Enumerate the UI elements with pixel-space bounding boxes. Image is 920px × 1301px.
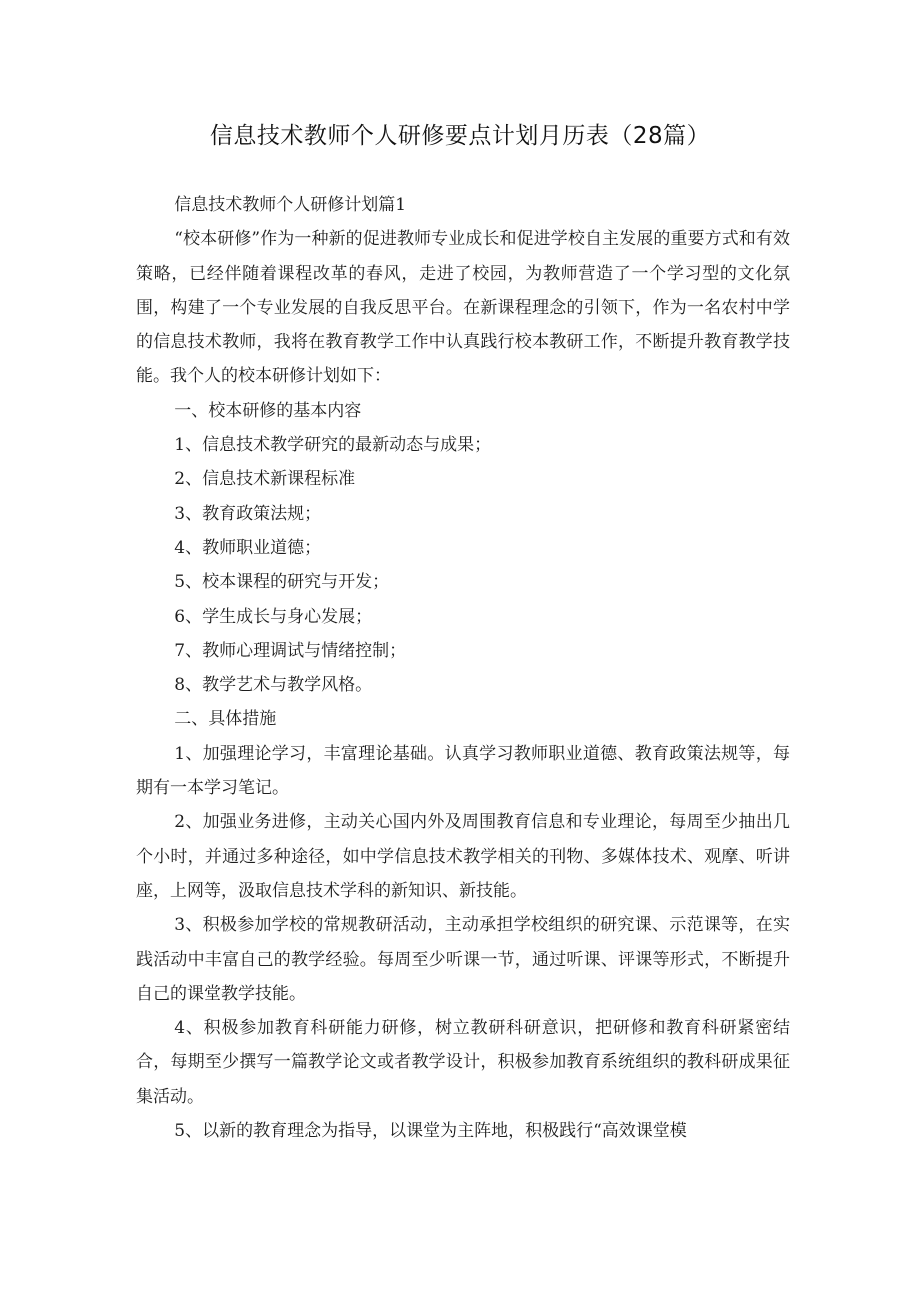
subsection-heading-content: 一、校本研修的基本内容 xyxy=(174,400,362,421)
measure-paragraph: 5、以新的教育理念为指导，以课堂为主阵地，积极践行“高效课堂模 xyxy=(174,1121,687,1142)
intro-paragraph: “校本研修”作为一种新的促进教师专业成长和促进学校自主发展的重要方式和有效策略，已经伴随着课程改革的春风，走进了校园，为教师营造了一个学习型的文化氛围，构建了一个专业发展的自我反思平台。在新课程理念的引领下，作为一名农村中学的信息技术教师，我将在教育教学工作中认真践行校本教研工作，不断提升教育教学技能。我个人的校本研修计划如下： xyxy=(136,229,790,387)
list-item: 6、学生成长与身心发展； xyxy=(174,606,373,627)
document-title: 信息技术教师个人研修要点计划月历表（28篇） xyxy=(209,123,711,149)
measure-paragraph: 1、加强理论学习，丰富理论基础。认真学习教师职业道德、教育政策法规等，每期有一本学习笔记。 xyxy=(136,743,790,799)
list-item: 7、教师心理调试与情绪控制； xyxy=(174,640,407,661)
measure-paragraph: 2、加强业务进修，主动关心国内外及周围教育信息和专业理论，每周至少抽出几个小时，并通过多种途径，如中学信息技术教学相关的刊物、多媒体技术、观摩、听讲座，上网等，汲取信息技术学科的新知识、新技能。 xyxy=(136,812,790,901)
list-item: 8、教学艺术与教学风格。 xyxy=(174,675,373,696)
subsection-heading-measures: 二、具体措施 xyxy=(174,709,277,730)
list-item: 3、教育政策法规； xyxy=(174,503,322,524)
list-item: 4、教师职业道德； xyxy=(174,537,322,558)
measure-paragraph: 3、积极参加学校的常规教研活动，主动承担学校组织的研究课、示范课等，在实践活动中丰富自己的教学经验。每周至少听课一节，通过听课、评课等形式，不断提升自己的课堂教学技能。 xyxy=(136,915,790,1004)
list-item: 5、校本课程的研究与开发； xyxy=(174,572,390,593)
measure-paragraph: 4、积极参加教育科研能力研修，树立教研科研意识，把研修和教育科研紧密结合，每期至少撰写一篇教学论文或者教学设计，积极参加教育系统组织的教科研成果征集活动。 xyxy=(136,1018,790,1107)
list-item: 1、信息技术教学研究的最新动态与成果； xyxy=(174,435,492,456)
document-body xyxy=(136,188,790,1148)
list-item: 2、信息技术新课程标准 xyxy=(174,469,356,490)
section-heading: 信息技术教师个人研修计划篇1 xyxy=(174,195,407,215)
